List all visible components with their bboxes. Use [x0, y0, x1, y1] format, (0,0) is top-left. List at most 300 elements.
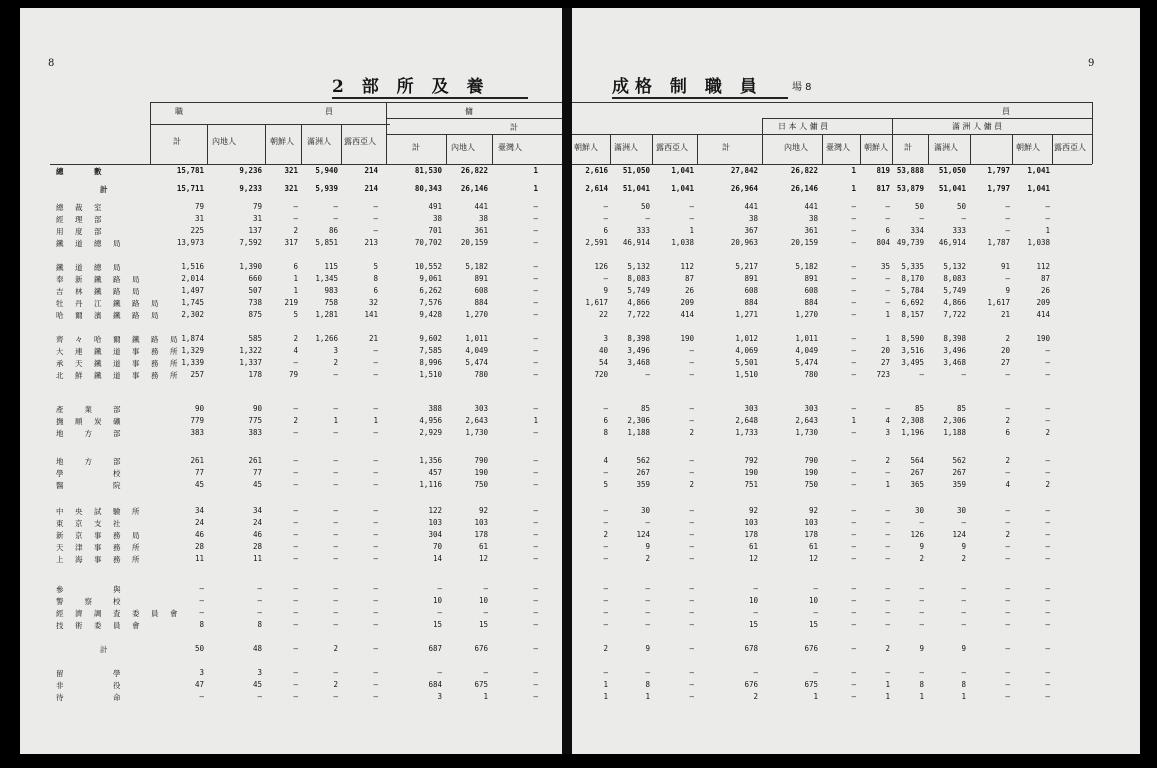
table-cell: — [293, 608, 298, 617]
table-cell: 1 [645, 692, 650, 701]
table-cell: — [293, 530, 298, 539]
table-cell: 359 [636, 480, 650, 489]
table-cell: 884 [474, 298, 488, 307]
table-cell: — [689, 518, 694, 527]
table-cell: — [373, 480, 378, 489]
table-cell: 780 [474, 370, 488, 379]
table-cell: 1 [533, 166, 538, 175]
table-cell: — [851, 310, 856, 319]
table-cell: 90 [194, 404, 204, 413]
table-cell: 2,308 [901, 416, 924, 425]
book-spine [562, 8, 572, 754]
table-cell: 2 [333, 644, 338, 653]
table-cell: — [645, 214, 650, 223]
table-cell: — [373, 620, 378, 629]
table-cell: 9 [645, 644, 650, 653]
row-label: 中 央 試 驗 所 [56, 507, 142, 516]
table-cell: 891 [744, 274, 758, 283]
table-cell: 1,510 [735, 370, 758, 379]
column-divider [207, 124, 208, 164]
table-cell: 2 [1005, 416, 1010, 425]
header-mid-rule [150, 124, 390, 125]
table-cell: 27,842 [730, 166, 758, 175]
table-cell: 361 [804, 226, 818, 235]
table-cell: 4 [293, 346, 298, 355]
table-cell: 2 [293, 226, 298, 235]
table-cell: — [1005, 370, 1010, 379]
table-cell: 5,217 [735, 262, 758, 271]
header-top-rule [572, 102, 1092, 103]
table-cell: — [919, 596, 924, 605]
table-cell: — [437, 668, 442, 677]
table-cell: — [533, 202, 538, 211]
table-cell: — [851, 238, 856, 247]
table-cell: — [961, 596, 966, 605]
table-cell: 26,822 [460, 166, 488, 175]
table-cell: — [753, 608, 758, 617]
table-cell: 92 [478, 506, 488, 515]
table-cell: — [257, 584, 262, 593]
table-cell: 1 [851, 416, 856, 425]
column-divider [892, 118, 893, 164]
table-cell: — [689, 468, 694, 477]
table-cell: — [603, 554, 608, 563]
table-cell: 891 [474, 274, 488, 283]
table-cell: — [533, 596, 538, 605]
table-cell: 2 [333, 358, 338, 367]
table-cell: 14 [432, 554, 442, 563]
table-cell: — [373, 608, 378, 617]
table-cell: 9 [919, 542, 924, 551]
table-cell: — [851, 468, 856, 477]
table-cell: — [333, 584, 338, 593]
table-cell: — [603, 214, 608, 223]
table-cell: — [533, 214, 538, 223]
table-cell: 775 [248, 416, 262, 425]
table-cell: — [851, 262, 856, 271]
table-cell: — [919, 620, 924, 629]
table-cell: 441 [744, 202, 758, 211]
table-cell: 5,851 [315, 238, 338, 247]
table-cell: 1 [885, 334, 890, 343]
row-label: 奉 新 鐵 路 局 [56, 275, 142, 284]
table-cell: 50 [640, 202, 650, 211]
row-label: 計 [100, 645, 110, 654]
column-header: 滿洲人 [307, 137, 331, 146]
table-cell: — [885, 468, 890, 477]
table-cell: 2 [753, 692, 758, 701]
table-cell: — [851, 554, 856, 563]
table-cell: 2 [1005, 530, 1010, 539]
table-cell: 3 [603, 334, 608, 343]
table-cell: 267 [636, 468, 650, 477]
column-divider [1092, 102, 1093, 164]
column-header: 計 [722, 143, 730, 152]
table-cell: 15 [748, 620, 758, 629]
table-cell: 4 [885, 416, 890, 425]
table-cell: — [1005, 692, 1010, 701]
table-cell: 562 [952, 456, 966, 465]
table-cell: — [961, 214, 966, 223]
table-cell: — [919, 214, 924, 223]
table-cell: 1,497 [181, 286, 204, 295]
table-cell: — [1005, 680, 1010, 689]
table-cell: 2 [293, 416, 298, 425]
table-cell: 34 [194, 506, 204, 515]
table-cell: 61 [478, 542, 488, 551]
table-cell: — [293, 518, 298, 527]
table-cell: 1,345 [315, 274, 338, 283]
table-cell: — [603, 518, 608, 527]
table-cell: 46,914 [622, 238, 650, 247]
table-cell: 2 [1005, 456, 1010, 465]
table-cell: 6 [1005, 428, 1010, 437]
column-header: 臺灣人 [826, 143, 850, 152]
table-cell: 1 [885, 680, 890, 689]
table-cell: 190 [1036, 334, 1050, 343]
table-cell: 884 [804, 298, 818, 307]
table-cell: — [603, 608, 608, 617]
table-cell: 8,083 [943, 274, 966, 283]
table-cell: 388 [428, 404, 442, 413]
table-cell: 85 [914, 404, 924, 413]
table-cell: 9,602 [419, 334, 442, 343]
header-group-c: 計 [510, 123, 518, 132]
table-cell: — [333, 608, 338, 617]
table-cell: 26,146 [790, 184, 818, 193]
table-cell: — [689, 530, 694, 539]
table-cell: — [851, 358, 856, 367]
table-cell: — [689, 620, 694, 629]
table-cell: 38 [808, 214, 818, 223]
table-cell: 126 [594, 262, 608, 271]
table-cell: 9,428 [419, 310, 442, 319]
table-cell: — [603, 274, 608, 283]
table-cell: — [961, 370, 966, 379]
table-cell: 2,643 [795, 416, 818, 425]
table-cell: 2,614 [585, 184, 608, 193]
table-cell: 414 [1036, 310, 1050, 319]
table-cell: 12 [808, 554, 818, 563]
table-cell: 507 [248, 286, 262, 295]
column-header: 朝鮮人 [270, 137, 294, 146]
table-cell: — [199, 608, 204, 617]
table-cell: 5 [603, 480, 608, 489]
table-cell: 1,041 [671, 184, 694, 193]
table-cell: — [1005, 608, 1010, 617]
table-cell: 1,339 [181, 358, 204, 367]
table-cell: — [689, 542, 694, 551]
table-cell: 9,233 [239, 184, 262, 193]
table-cell: — [1045, 346, 1050, 355]
table-cell: 441 [804, 202, 818, 211]
table-cell: — [293, 680, 298, 689]
table-cell: — [851, 370, 856, 379]
table-cell: 2 [1045, 428, 1050, 437]
table-cell: — [1005, 506, 1010, 515]
table-cell: 608 [474, 286, 488, 295]
table-cell: — [603, 506, 608, 515]
table-cell: 178 [804, 530, 818, 539]
table-cell: 10,552 [414, 262, 442, 271]
table-cell: — [293, 506, 298, 515]
table-cell: — [533, 620, 538, 629]
table-cell: 5,784 [901, 286, 924, 295]
table-cell: — [1045, 456, 1050, 465]
table-cell: — [1005, 668, 1010, 677]
table-cell: 137 [248, 226, 262, 235]
table-cell: 6 [373, 286, 378, 295]
table-cell: 51,041 [938, 184, 966, 193]
table-cell: — [533, 480, 538, 489]
table-cell: 178 [248, 370, 262, 379]
table-cell: 779 [190, 416, 204, 425]
table-cell: 1,012 [735, 334, 758, 343]
table-cell: — [333, 370, 338, 379]
table-cell: — [373, 226, 378, 235]
column-divider [386, 102, 387, 164]
table-cell: — [689, 668, 694, 677]
table-cell: 5,474 [465, 358, 488, 367]
row-label: 用 度 部 [56, 227, 104, 236]
table-cell: — [533, 346, 538, 355]
table-cell: — [645, 370, 650, 379]
header-mid-rule-2 [572, 134, 1092, 135]
table-cell: — [1005, 584, 1010, 593]
table-cell: 34 [252, 506, 262, 515]
table-cell: 7,585 [419, 346, 442, 355]
table-cell: 2,306 [943, 416, 966, 425]
table-cell: 750 [804, 480, 818, 489]
table-cell: — [257, 596, 262, 605]
table-cell: — [851, 542, 856, 551]
table-cell: 10 [478, 596, 488, 605]
table-cell: — [333, 554, 338, 563]
table-cell: 9 [961, 644, 966, 653]
table-cell: — [333, 456, 338, 465]
table-cell: 1,617 [987, 298, 1010, 307]
table-cell: — [373, 668, 378, 677]
table-cell: 90 [252, 404, 262, 413]
table-cell: 321 [284, 166, 298, 175]
table-cell: — [645, 596, 650, 605]
table-cell: 31 [194, 214, 204, 223]
table-cell: — [1045, 692, 1050, 701]
table-cell: — [851, 644, 856, 653]
table-cell: — [961, 668, 966, 677]
table-cell: 15 [478, 620, 488, 629]
table-cell: 1 [603, 680, 608, 689]
table-cell: 79 [194, 202, 204, 211]
table-cell: 45 [194, 480, 204, 489]
table-cell: — [333, 480, 338, 489]
table-cell: — [533, 428, 538, 437]
table-cell: 5,132 [943, 262, 966, 271]
table-cell: — [603, 584, 608, 593]
table-cell: 817 [876, 184, 890, 193]
table-cell: 46 [194, 530, 204, 539]
table-cell: 38 [748, 214, 758, 223]
table-cell: 2,929 [419, 428, 442, 437]
row-label: 經 濟 調 査 委 員 會 [56, 609, 180, 618]
table-cell: 1,356 [419, 456, 442, 465]
table-cell: — [373, 680, 378, 689]
table-cell: — [1045, 680, 1050, 689]
table-cell: — [1005, 542, 1010, 551]
table-cell: 51,050 [938, 166, 966, 175]
column-divider [1052, 134, 1053, 164]
table-cell: 1 [373, 416, 378, 425]
table-cell: — [919, 608, 924, 617]
table-cell: 24 [194, 518, 204, 527]
table-cell: 2 [885, 456, 890, 465]
table-cell: 46,914 [938, 238, 966, 247]
table-cell: — [293, 358, 298, 367]
table-cell: 303 [804, 404, 818, 413]
table-cell: — [851, 506, 856, 515]
table-cell: — [1045, 416, 1050, 425]
header-group-b: 滿 洲 人 傭 員 [952, 122, 1003, 131]
table-cell: — [533, 692, 538, 701]
table-cell: — [961, 584, 966, 593]
table-cell: 2 [603, 644, 608, 653]
table-cell: — [333, 668, 338, 677]
table-cell: — [1005, 596, 1010, 605]
table-cell: — [851, 530, 856, 539]
row-label: 東 京 支 社 [56, 519, 123, 528]
table-cell: — [1045, 404, 1050, 413]
table-cell: — [333, 468, 338, 477]
page-title-tail: 場 8 [792, 82, 812, 93]
row-label: 留 學 [56, 669, 123, 678]
table-cell: — [851, 668, 856, 677]
table-cell: — [533, 274, 538, 283]
table-cell: 491 [428, 202, 442, 211]
row-label: 地 方 部 [56, 429, 123, 438]
row-label: 參 與 [56, 585, 123, 594]
table-cell: — [373, 358, 378, 367]
table-cell: 9,061 [419, 274, 442, 283]
table-cell: 758 [324, 298, 338, 307]
row-label: 齊 々 哈 爾 鐵 路 局 [56, 335, 180, 344]
column-header: 朝鮮人 [1016, 143, 1040, 152]
table-cell: 1,617 [585, 298, 608, 307]
column-header: 內地人 [212, 137, 236, 146]
column-header: 滿洲人 [614, 143, 638, 152]
table-cell: 15 [432, 620, 442, 629]
column-divider [341, 124, 342, 164]
table-cell: — [333, 506, 338, 515]
table-cell: 267 [952, 468, 966, 477]
row-label: 待 命 [56, 693, 123, 702]
left-page [20, 8, 562, 754]
table-cell: 9 [919, 644, 924, 653]
row-label: 學 校 [56, 469, 123, 478]
column-header: 計 [173, 137, 181, 146]
table-cell: — [885, 214, 890, 223]
table-cell: — [437, 608, 442, 617]
table-cell: 884 [744, 298, 758, 307]
table-cell: 27 [880, 358, 890, 367]
table-cell: 32 [368, 298, 378, 307]
table-cell: — [1005, 214, 1010, 223]
column-divider [762, 118, 763, 164]
table-cell: 684 [428, 680, 442, 689]
table-cell: 790 [804, 456, 818, 465]
header-bottom-rule [50, 164, 562, 165]
table-cell: — [373, 692, 378, 701]
table-cell: 124 [636, 530, 650, 539]
table-cell: — [293, 692, 298, 701]
table-cell: 701 [428, 226, 442, 235]
table-cell: — [851, 286, 856, 295]
table-cell: — [961, 608, 966, 617]
table-cell: — [1045, 530, 1050, 539]
page-number-right: 9 [1088, 58, 1095, 69]
column-header: 滿洲人 [934, 143, 958, 152]
table-cell: — [533, 554, 538, 563]
table-cell: — [333, 202, 338, 211]
table-cell: 1,281 [315, 310, 338, 319]
table-cell: — [533, 668, 538, 677]
table-cell: — [1045, 468, 1050, 477]
column-header: 露西亞人 [1054, 143, 1086, 152]
table-cell: — [333, 404, 338, 413]
table-cell: 1 [885, 310, 890, 319]
table-cell: — [851, 584, 856, 593]
table-cell: — [257, 692, 262, 701]
table-cell: — [293, 668, 298, 677]
table-cell: — [603, 620, 608, 629]
table-cell: 687 [428, 644, 442, 653]
table-cell: 676 [804, 644, 818, 653]
table-cell: 1,329 [181, 346, 204, 355]
header-group-b: 傭 [465, 107, 473, 116]
table-cell: 1 [961, 692, 966, 701]
table-cell: 891 [804, 274, 818, 283]
table-cell: — [199, 584, 204, 593]
table-cell: — [1045, 554, 1050, 563]
table-cell: 103 [428, 518, 442, 527]
table-cell: 8 [645, 680, 650, 689]
table-cell: 92 [748, 506, 758, 515]
table-cell: — [293, 202, 298, 211]
table-cell: — [373, 456, 378, 465]
table-cell: 77 [252, 468, 262, 477]
table-cell: 81,530 [414, 166, 442, 175]
table-cell: — [851, 480, 856, 489]
table-cell: — [293, 468, 298, 477]
row-label: 經 理 部 [56, 215, 104, 224]
table-cell: — [333, 518, 338, 527]
table-cell: — [919, 518, 924, 527]
table-cell: 1 [851, 184, 856, 193]
table-cell: — [533, 506, 538, 515]
table-cell: — [533, 584, 538, 593]
table-cell: 30 [956, 506, 966, 515]
table-cell: 2 [961, 554, 966, 563]
table-cell: 1,730 [795, 428, 818, 437]
table-cell: 1,266 [315, 334, 338, 343]
table-cell: 8,083 [627, 274, 650, 283]
table-cell: 2 [689, 428, 694, 437]
header-top-rule [150, 102, 562, 103]
table-cell: 4,866 [627, 298, 650, 307]
table-cell: 4,866 [943, 298, 966, 307]
table-cell: 2 [1005, 334, 1010, 343]
column-divider [860, 134, 861, 164]
table-cell: 790 [474, 456, 488, 465]
